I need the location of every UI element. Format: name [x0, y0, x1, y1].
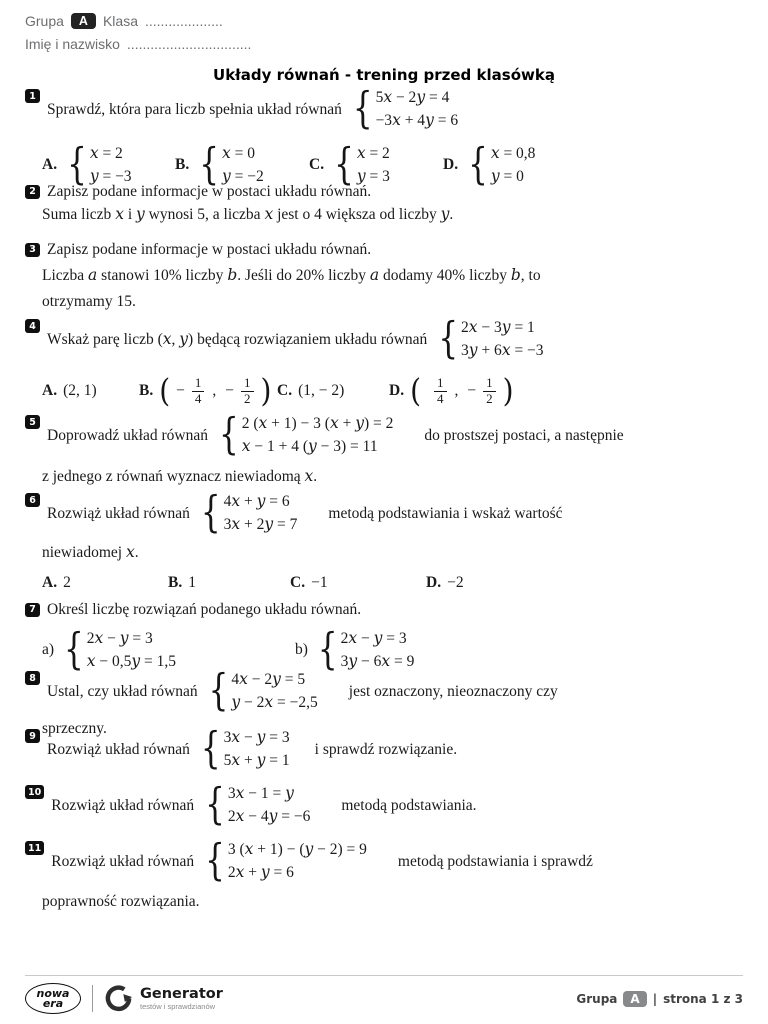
footer-vertical-divider	[92, 985, 93, 1012]
system-brace: {	[334, 139, 354, 190]
problem-statement	[25, 238, 753, 261]
equation-line-2: 5x + y = 1	[223, 751, 290, 769]
denominator: 2	[486, 390, 493, 406]
statement-continuation: do prostszej postaci, a następnie	[424, 426, 624, 444]
equation-line-2: x − 1 + 4 (y − 3) = 11	[241, 437, 378, 455]
problem-number-badge: 1	[25, 89, 40, 103]
sub-problem-a	[42, 624, 295, 675]
equation-line-2: 3y − 6x = 9	[340, 652, 415, 670]
equation-system	[200, 487, 298, 538]
statement-text: Sprawdź, która para liczb spełnia układ równań	[47, 100, 342, 118]
equation-system	[64, 624, 177, 675]
equation-line-1: 4x − 2y = 5	[231, 670, 306, 688]
equation-line-2: y = 3	[356, 167, 390, 185]
worksheet-title: Układy równań - trening przed klasówką	[213, 66, 555, 84]
answer-option-d	[426, 574, 464, 592]
system-brace: {	[200, 723, 221, 774]
statement-line-2: niewiadomej x.	[42, 543, 139, 561]
statement-text: Rozwiąż układ równań	[51, 852, 195, 870]
problem-4	[25, 313, 753, 410]
answer-options	[25, 371, 753, 410]
equation-line-2: x − 0,5y = 1,5	[86, 652, 177, 670]
sub-problems	[25, 624, 753, 675]
equation-line-1: 3x − 1 = y	[227, 784, 294, 802]
equation-system	[200, 723, 290, 774]
problem-10	[25, 779, 753, 830]
system-brace: {	[438, 313, 459, 364]
answer-option-d	[389, 371, 514, 410]
problem-statement	[25, 487, 753, 538]
equation-system	[208, 665, 318, 716]
statement-line-2: Suma liczb x i y wynosi 5, a liczba x jest o 4 większa od liczby y.	[42, 205, 454, 223]
equation-system	[205, 779, 311, 830]
answer-option-b	[168, 574, 290, 592]
system-brace: {	[64, 624, 84, 675]
numerator: 1	[241, 376, 254, 392]
statement-continuation: i sprawdź rozwiązanie.	[314, 740, 458, 758]
equation-line-1: 3 (x + 1) − (y − 2) = 9	[227, 840, 367, 858]
footer-divider-line	[25, 975, 743, 976]
equation-line-2: 2x − 4y = −6	[227, 807, 311, 825]
option-letter: A.	[42, 156, 58, 173]
equation-line-1: 2x − y = 3	[86, 629, 153, 647]
class-blank: ....................	[144, 13, 223, 29]
page-header	[25, 13, 251, 59]
problem-statement	[25, 665, 753, 716]
answer-option-a	[42, 382, 139, 400]
option-letter: B.	[168, 574, 183, 591]
equation-line-2: −3x + 4y = 6	[375, 111, 459, 129]
footer-separator: |	[652, 991, 658, 1006]
nowa-era-logo	[25, 983, 81, 1014]
problem-statement	[25, 723, 753, 774]
answer-option-c	[277, 382, 389, 400]
problem-number-badge: 6	[25, 493, 40, 507]
fraction	[192, 376, 205, 407]
equation-line-1: x = 0	[221, 144, 255, 162]
equation-line-1: x = 0,8	[490, 144, 536, 162]
group-class-row	[25, 13, 251, 29]
answer-value: 2	[63, 574, 71, 591]
answer-option-b	[139, 371, 277, 410]
separator: ,	[454, 382, 459, 400]
equation-line-1: 5x − 2y = 4	[375, 88, 450, 106]
equation-line-2: y = 0	[490, 167, 524, 185]
footer-page-info	[576, 991, 743, 1007]
statement-continuation: metodą podstawiania i sprawdź	[397, 852, 593, 870]
system-brace: {	[218, 409, 239, 460]
statement-text: Rozwiąż układ równań	[47, 504, 190, 522]
answer-value: (1, − 2)	[298, 382, 345, 400]
equation-line-1: 3x − y = 3	[223, 728, 290, 746]
statement-text: Wskaż parę liczb (x, y) będącą rozwiązaniem układu równań	[47, 329, 428, 348]
equation-system	[352, 83, 459, 134]
statement-text: Rozwiąż układ równań	[51, 796, 195, 814]
problem-number-badge: 8	[25, 671, 40, 685]
name-blank: ................................	[126, 36, 252, 52]
equation-line-2: y − 2x = −2,5	[231, 693, 318, 711]
page-footer	[25, 983, 743, 1014]
problem-6	[25, 487, 753, 592]
problem-statement	[25, 598, 753, 621]
footer-group-badge: A	[623, 991, 646, 1007]
footer-branding	[25, 983, 223, 1014]
option-letter: C.	[290, 574, 306, 591]
close-paren: )	[502, 371, 514, 410]
equation-line-2: 2x + y = 6	[227, 863, 294, 881]
equation-line-2: 3y + 6x = −3	[461, 341, 544, 359]
denominator: 4	[437, 390, 444, 406]
sub-label: a)	[42, 641, 55, 658]
problem-number-badge: 9	[25, 729, 40, 743]
fraction	[483, 376, 496, 407]
problem-number-badge: 4	[25, 319, 40, 333]
answer-option-a	[42, 574, 168, 592]
equation-line-1: 2x − 3y = 1	[461, 318, 535, 336]
problem-1	[25, 83, 753, 190]
problem-number-badge: 2	[25, 185, 40, 199]
statement-text: Zapisz podane informacje w postaci układu równań.	[47, 183, 372, 200]
equation-line-2: y = −2	[221, 167, 264, 185]
problem-statement	[25, 835, 753, 886]
answer-value: (2, 1)	[63, 382, 97, 400]
group-label: Grupa	[25, 13, 64, 29]
statement-line-2: poprawność rozwiązania.	[42, 893, 200, 910]
problem-statement	[25, 313, 753, 364]
generator-logo-icon	[104, 984, 133, 1013]
problem-3	[25, 238, 753, 315]
option-letter: A.	[42, 382, 58, 400]
problem-7	[25, 598, 753, 673]
option-letter: C.	[309, 156, 325, 173]
system-brace: {	[352, 83, 373, 134]
answer-value: −1	[311, 574, 328, 591]
statement-continuation: metodą podstawiania i wskaż wartość	[328, 504, 563, 522]
option-letter: A.	[42, 574, 58, 591]
numerator: 1	[192, 376, 205, 392]
system-brace: {	[317, 624, 338, 675]
problem-11	[25, 835, 753, 913]
option-letter: D.	[389, 382, 405, 400]
option-letter: D.	[426, 574, 442, 591]
fraction	[241, 376, 254, 407]
statement-line-2: z jednego z równań wyznacz niewiadomą x.	[42, 467, 318, 485]
problem-statement	[25, 779, 753, 830]
statement-text: Doprowadź układ równań	[47, 426, 208, 444]
footer-group-label: Grupa	[576, 991, 618, 1006]
open-paren: (	[410, 371, 422, 410]
problem-number-badge: 11	[25, 841, 44, 855]
equation-system	[438, 313, 544, 364]
brand-word-bottom: era	[42, 996, 64, 1010]
system-brace: {	[468, 139, 488, 190]
problem-9	[25, 723, 753, 774]
class-label: Klasa	[102, 13, 138, 29]
statement-text: Zapisz podane informacje w postaci układu równań.	[47, 241, 372, 258]
equation-line-2: y = −3	[89, 167, 132, 185]
problem-statement	[25, 409, 753, 460]
denominator: 2	[244, 390, 251, 406]
problem-5	[25, 409, 753, 488]
fraction-sign: −	[225, 382, 235, 400]
close-paren: )	[260, 371, 272, 410]
sub-label: b)	[295, 641, 308, 658]
equation-line-1: x = 2	[89, 144, 123, 162]
problem-number-badge: 10	[25, 785, 44, 799]
equation-line-1: 4x + y = 6	[223, 492, 290, 510]
statement-text: Rozwiąż układ równań	[47, 740, 190, 758]
system-brace: {	[67, 139, 87, 190]
statement-continuation: jest oznaczony, nieoznaczony czy	[348, 682, 558, 700]
footer-page-number: strona 1 z 3	[663, 991, 743, 1006]
open-paren: (	[159, 371, 171, 410]
answer-option-c	[290, 574, 426, 592]
system-brace: {	[200, 487, 221, 538]
answer-value: 1	[188, 574, 196, 591]
answer-options	[25, 574, 753, 592]
problem-number-badge: 7	[25, 603, 40, 617]
equation-system	[205, 835, 367, 886]
problem-statement	[25, 83, 753, 134]
numerator: 1	[483, 376, 496, 392]
equation-line-1: 2 (x + 1) − 3 (x + y) = 2	[241, 414, 394, 432]
option-letter: C.	[277, 382, 293, 400]
problem-number-badge: 5	[25, 415, 40, 429]
system-brace: {	[205, 779, 225, 830]
numerator: 1	[434, 376, 447, 392]
equation-system	[218, 409, 394, 460]
statement-text: Określ liczbę rozwiązań podanego układu równań.	[47, 601, 362, 618]
sub-problem-b	[295, 624, 415, 675]
generator-wordmark	[140, 987, 223, 1011]
separator: ,	[212, 382, 217, 400]
generator-subtitle: testów i sprawdzianów	[140, 1001, 216, 1011]
fraction-sign: −	[176, 382, 185, 400]
system-brace: {	[205, 835, 225, 886]
generator-title: Generator	[140, 985, 223, 1002]
problem-statement	[25, 180, 753, 203]
fraction	[434, 376, 447, 407]
equation-line-1: x = 2	[356, 144, 390, 162]
option-letter: B.	[175, 156, 190, 173]
equation-line-2: 3x + 2y = 7	[223, 515, 298, 533]
equation-line-1: 2x − y = 3	[340, 629, 407, 647]
problem-number-badge: 3	[25, 243, 40, 257]
statement-continuation: metodą podstawiania.	[341, 796, 477, 814]
answer-value: −2	[447, 574, 464, 591]
problem-2	[25, 180, 753, 226]
statement-line-2: sprzeczny.	[42, 720, 107, 737]
fraction-sign: −	[467, 382, 477, 400]
denominator: 4	[194, 390, 202, 406]
equation-system	[317, 624, 415, 675]
option-letter: D.	[443, 156, 459, 173]
name-row	[25, 36, 251, 52]
group-badge: A	[71, 13, 96, 29]
statement-line-3: otrzymamy 15.	[42, 293, 136, 310]
brand-word-top: nowa	[36, 986, 70, 1000]
statement-line-2: Liczba a stanowi 10% liczby b. Jeśli do 20% liczby a dodamy 40% liczby b, to	[42, 266, 541, 284]
statement-text: Ustal, czy układ równań	[47, 682, 198, 700]
name-label: Imię i nazwisko	[25, 36, 120, 52]
system-brace: {	[199, 139, 219, 190]
option-letter: B.	[139, 382, 154, 400]
system-brace: {	[208, 665, 229, 716]
